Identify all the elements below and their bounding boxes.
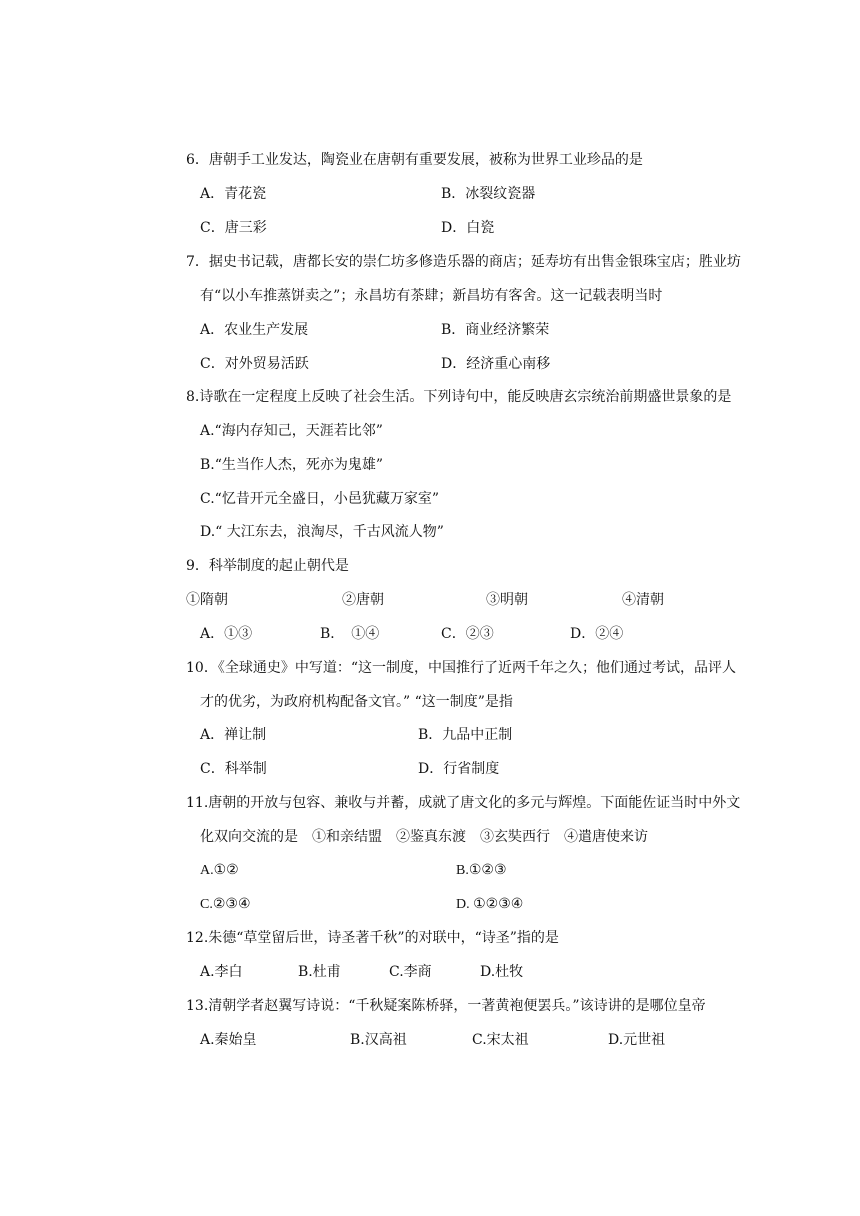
question-11-stem-line-1: 11.唐朝的开放与包容、兼收与并蓄，成就了唐文化的多元与辉煌。下面能佐证当时中外文 [186, 795, 741, 811]
question-10-option-c: C．科举制 [200, 761, 267, 777]
question-7-option-c: C．对外贸易活跃 [200, 356, 309, 372]
question-6-option-d: D．白瓷 [441, 220, 495, 236]
question-8-option-b: B.“生当作人杰，死亦为鬼雄” [200, 457, 384, 473]
question-10-option-b: B．九品中正制 [418, 727, 513, 743]
question-8-option-a: A.“海内存知己，天涯若比邻” [200, 423, 383, 439]
question-9-stem: 9．科举制度的起止朝代是 [186, 558, 349, 574]
question-12-option-c: C.李商 [389, 964, 432, 980]
question-11-stem-line-2: 化双向交流的是 ①和亲结盟 ②鉴真东渡 ③玄奘西行 ④遣唐使来访 [200, 829, 648, 845]
question-11-option-a: A.①② [200, 863, 239, 878]
question-7-stem-line-1: 7．据史书记载，唐都长安的崇仁坊多修造乐器的商店；延寿坊有出售金银珠宝店；胜业坊 [186, 254, 741, 270]
question-9-choice-4: ④清朝 [622, 592, 664, 608]
question-8-option-c: C.“忆昔开元全盛日，小邑犹藏万家室” [200, 491, 439, 507]
question-6-option-a: A．青花瓷 [200, 186, 267, 202]
question-9-option-a: A．①③ [200, 626, 253, 642]
question-6-option-c: C．唐三彩 [200, 220, 267, 236]
question-8-stem: 8.诗歌在一定程度上反映了社会生活。下列诗句中，能反映唐玄宗统治前期盛世景象的是 [186, 389, 732, 405]
question-13-stem: 13.清朝学者赵翼写诗说：“千秋疑案陈桥驿，一著黄袍便罢兵。”该诗讲的是哪位皇帝 [186, 998, 706, 1014]
question-9-choice-3: ③明朝 [486, 592, 528, 608]
question-9-choice-2: ②唐朝 [342, 592, 384, 608]
question-10-stem-line-2: 才的优劣，为政府机构配备文官。” “这一制度”是指 [200, 694, 513, 710]
question-6-stem: 6．唐朝手工业发达，陶瓷业在唐朝有重要发展，被称为世界工业珍品的是 [186, 152, 643, 168]
question-10-option-a: A．禅让制 [200, 727, 267, 743]
question-11-option-b: B.①②③ [456, 863, 507, 878]
question-13-option-a: A.秦始皇 [200, 1032, 257, 1048]
question-6-option-b: B．冰裂纹瓷器 [441, 186, 536, 202]
question-7-option-d: D．经济重心南移 [441, 356, 551, 372]
question-9-option-d: D．②④ [570, 626, 624, 642]
question-9-choice-1: ①隋朝 [186, 592, 228, 608]
question-13-option-c: C.宋太祖 [472, 1032, 529, 1048]
question-9-option-b: B． ①④ [320, 626, 380, 642]
question-13-option-d: D.元世祖 [608, 1032, 666, 1048]
question-11-option-c: C.②③④ [200, 897, 251, 912]
question-12-option-d: D.杜牧 [480, 964, 524, 980]
question-12-stem: 12.朱德“草堂留后世，诗圣著千秋”的对联中，“诗圣”指的是 [186, 930, 559, 946]
question-10-stem-line-1: 10．《全球通史》中写道：“这一制度，中国推行了近两千年之久；他们通过考试，品评人 [186, 660, 736, 676]
question-12-option-a: A.李白 [200, 964, 243, 980]
question-7-stem-line-2: 有“以小车推蒸饼卖之”；永昌坊有茶肆；新昌坊有客舍。这一记载表明当时 [200, 288, 663, 304]
question-12-option-b: B.杜甫 [298, 964, 341, 980]
question-9-option-c: C．②③ [441, 626, 494, 642]
question-7-option-a: A．农业生产发展 [200, 322, 309, 338]
question-13-option-b: B.汉高祖 [350, 1032, 407, 1048]
question-7-option-b: B．商业经济繁荣 [441, 322, 550, 338]
question-10-option-d: D．行省制度 [418, 761, 500, 777]
question-11-option-d: D. ①②③④ [456, 897, 524, 912]
question-8-option-d: D.“ 大江东去，浪淘尽，千古风流人物” [200, 524, 444, 540]
